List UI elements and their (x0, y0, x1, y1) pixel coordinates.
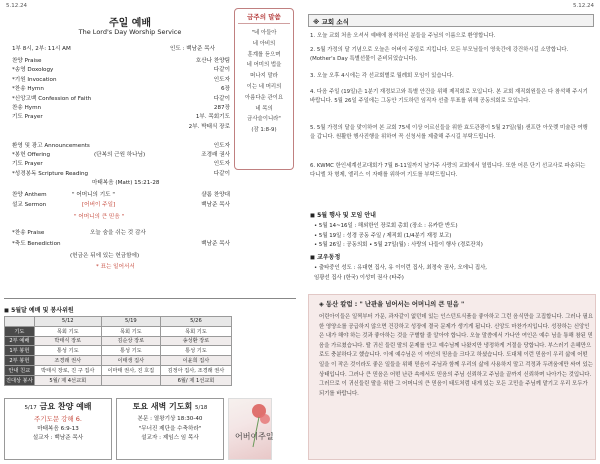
flower-image (228, 398, 272, 460)
flower-caption: 어버이주일 (235, 432, 273, 441)
roster-row (5, 336, 232, 346)
friday-worship-box (4, 398, 112, 460)
order-item-person: 287장 (213, 105, 230, 111)
sermon-title: " 어머니의 큰 믿음 " (74, 214, 125, 220)
roster-cell: 5월/ 제 4선교회 (34, 375, 101, 385)
roster-cell: 목회 기도 (34, 326, 101, 336)
order-item-person: 다같이 (213, 67, 230, 74)
order-item-person: 인도자 (213, 161, 230, 168)
benediction-row (12, 239, 230, 248)
roster-row (5, 356, 232, 366)
saturday-scripture: 본문 : 열왕기상 18:30-40 (137, 416, 203, 422)
roster-cell: 통성 기도 (160, 346, 231, 356)
worship-subtitle: The Lord's Day Worship Service (78, 28, 182, 36)
meditation-text: 어린아이들은 일찍부터 가문, 과자같이 없던데 있는 인스턴트식품을 좋아하고 그런 음식만을 고집합니다. 그러나 필요한 영양소를 공급하지 않으면 건강하고 성장에 결국 문제가 생기게 됩니다. 신앙도 마찬가지입니다. 성장하는 신앙인은 내가 해야 하는 것과 좋아하는 것을 구별할 줄 알아야 합니다. 오늘 말씀에서 가나안 여인은 예수 님을 통해 참된 믿음을 가르쳤습니다. 딸 귀신 들린 딸의 문제를 안고 예수님께 나왔지만 냉정하게 거절을 당합니다. 부스러기 은혜만으로도 충분하다고 했습니다. 이에 예수님은 이 여인의 믿음을 크다고 하셨습니다. 도대체 이런 믿음이 우리 삶에 어떤 일을 이 작은 것이라도 좋은 일들을 위해 믿음이 주님과 함께 우리의 삶에 사용하지 말고 걱정과 두려움에만 싸여 있는 상태입니다. 그러나 큰 믿음은 어떤 난관 속에서도 믿음의 주님 신뢰하고 주님을 끝까지 신뢰하며 나아가는 것입니다. 그러므로 이 귀신들린 딸을 위한 그 어머니의 큰 믿음이 태도처럼 내게 있는 모든 고민을 주님께 맡기고 우리 모두가 되기를 바랍니다. (319, 314, 593, 397)
friday-topic: 주기도문 강해 6. (33, 415, 82, 423)
anthem-label: 찬양 Anthem (12, 192, 47, 198)
anthem-row (12, 190, 230, 199)
closing-hymn-label: *찬송 Praise (12, 230, 45, 236)
friday-date: 5/17 (24, 405, 37, 411)
verse-line: 금사슬이니라" (247, 116, 281, 123)
order-item-person: 다같이 (213, 95, 230, 102)
meditation-title: ◈ 동산 칼럼 : " 난관을 넘어서는 어머니의 큰 믿음 " (319, 301, 465, 308)
saturday-title: 토요 새벽 기도회 (132, 402, 193, 411)
news-item: 1. 오늘 교회 처음 오셔서 예배에 참석하신 분들을 주님의 이름으로 환영합니다. (310, 33, 496, 39)
news-item: 4. 다음 주일 (19일)은 1분기 재정보고와 특별 안건을 위해 제직회로 모입니다. 본 교회 재직회원들은 다 참석해 주시기 바랍니다. 5월 26일 주일에는 그동안 기도하던 임직자 선출 투표를 위해 공동의회로 모입니다. (310, 89, 588, 105)
service-leader: 인도 : 백남준 목사 (170, 46, 216, 52)
order-item (12, 94, 230, 103)
verse-line: 이는 네 머리의 (246, 83, 282, 90)
roster-cell: 통성 기도 (101, 346, 160, 356)
scripture-reference: 마태복음 (Matt) 15:21-28 (92, 180, 160, 186)
weekly-verse-text (238, 28, 290, 136)
verse-line: (잠 1:8-9) (251, 127, 277, 134)
friday-title: 금요 찬양 예배 (39, 402, 92, 411)
order-item-person: 호산나 찬양팀 (195, 58, 230, 64)
order-item (12, 141, 230, 150)
order-item (12, 131, 230, 140)
roster-cell: 이마태 권사, 진 호집 (101, 365, 160, 375)
sermon-occasion: [어버이 주일] (82, 202, 116, 208)
roster-cell: 6월/ 제 1선교회 (160, 375, 231, 385)
event-item: • 5월 14~16일 : 해외한인 장로회 총회 (장소 : 유카탄 반도) (314, 223, 458, 229)
order-item-person: 인도자 (213, 76, 230, 83)
order-item-person: 인도자 (213, 142, 230, 149)
saturday-date: 5/18 (195, 405, 208, 411)
news-item: 2. 5월 가정의 달 기념으로 오늘은 어버이 주일로 지킵니다. 모든 부모님들이 영육간에 강건하시길 소망합니다. (Mother's Day 특별선물이 준비되었습니다). (310, 47, 569, 63)
roster-row (5, 346, 232, 356)
saturday-topic: "무너진 제단을 수축하라" (138, 425, 202, 432)
benediction-label: *축도 Benediction (12, 241, 61, 247)
roster-cell: 김정아 집사, 조경래 권사 (160, 365, 231, 375)
order-item (12, 84, 230, 93)
order-item-label: 환영 및 광고 Announcements (12, 142, 90, 149)
order-item-person: 다같이 (213, 170, 230, 177)
roster-row-label: 진대상 봉사 (5, 375, 35, 385)
friday-worship-heading (5, 399, 111, 412)
verse-line: 네 아비의 (252, 40, 276, 47)
roster-cell: 김순상 장로 (101, 336, 160, 346)
standing-note: * 표는 일어서서 (96, 264, 135, 270)
news-item: 6. KWMC 한인세계선교대회가 7월 8-11일까지 남가주 사랑의 교회에서 열립니다. 또한 어른 단기 선교사로 파송되는 다니엘 차 형제, 엘리스 이 자매를 위하여 기도를 부탁드립니다. (310, 163, 586, 179)
news-item: 5. 5월 가정의 달을 맞이하여 본 교회 75세 이상 어르신들을 위한 효도관광이 5월 27일(월) 샌프란 아웃렛 미술관 여행 을 갑니다. 원활한 행사진행을 위하여 꼭 신청서를 제출해 주시길 부탁드립니다. (310, 125, 588, 141)
anthem-title: " 어머니의 기도 " (72, 192, 115, 198)
saturday-preacher: 설교자 : 제임스 임 목사 (141, 435, 199, 441)
service-roster-table (4, 316, 232, 386)
sermon-label: 설교 Sermon (12, 202, 47, 208)
roster-cell: 목회 기도 (101, 326, 160, 336)
order-item-label: *신앙고백 Confession of Faith (12, 95, 92, 102)
order-item (12, 169, 230, 178)
bulletin-date: 5.12.24 (6, 3, 27, 9)
order-item (12, 56, 230, 65)
order-item (12, 103, 230, 112)
saturday-prayer-box (116, 398, 224, 460)
roster-cell (101, 375, 160, 385)
weekly-verse-title: 금주의 말씀 (238, 12, 290, 24)
benediction-minister: 백남준 목사 (201, 241, 230, 247)
order-item-label: *성경봉독 Scripture Reading (12, 170, 89, 177)
event-item: • 5월 19일 : 성경 공동 주일 / 제직회 (1/4분기 재정 보고) (314, 232, 452, 239)
order-item (12, 122, 230, 131)
order-item-label: 찬양 Praise (12, 58, 42, 64)
roster-row-label: 2부 예배 (5, 336, 35, 346)
roster-header-row (5, 317, 232, 327)
member-news-item: 임광선 집사 (한국) 이성미 권사 (타주) (314, 274, 404, 281)
offering-note: (헌금은 뒤에 있는 헌금함에) (70, 253, 140, 259)
sermon-preacher: 백남준 목사 (201, 202, 230, 208)
roster-row (5, 375, 232, 385)
meditation-column (308, 294, 596, 460)
order-item (12, 112, 230, 121)
order-item-label: *봉헌 Offering (12, 152, 51, 158)
saturday-prayer-heading (117, 399, 223, 412)
verse-line: 아름다운 관이요 (244, 94, 284, 101)
order-item-label: 찬송 Hymn (12, 105, 42, 111)
order-item-note: (단복의 근원 하나님) (94, 152, 146, 158)
weekly-verse-box (234, 8, 294, 170)
sermon-row (12, 200, 230, 209)
bulletin-date-right: 5.12.24 (573, 3, 594, 9)
church-news-heading: ※ 교회 소식 (308, 14, 594, 27)
order-item (12, 150, 230, 159)
roster-row (5, 365, 232, 375)
friday-scripture: 마태복음 6:9-13 (37, 425, 79, 432)
events-heading: ◼ 5월 행사 및 모임 안내 (310, 212, 376, 219)
carnation-illustration (229, 399, 273, 461)
order-item-person: 1부. 목회기도 (195, 114, 230, 121)
roster-cell: 박태식 장로, 진 구 집사 (34, 365, 101, 375)
verse-line: "네 아들아 (251, 30, 277, 36)
verse-line: 훈계를 듣으며 (247, 51, 281, 58)
service-time: 1부 8시, 2부: 11시 AM (12, 46, 71, 52)
roster-cell: 목회 기도 (160, 326, 231, 336)
roster-title: ◼ 5월달 예배 및 봉사위원 (4, 307, 74, 314)
roster-cell: 이태생 집사 (101, 356, 160, 366)
order-item-person: 6장 (221, 86, 230, 93)
verse-line: 네 목의 (255, 105, 273, 112)
roster-cell: 송성환 장로 (160, 336, 231, 346)
order-item (12, 65, 230, 74)
order-item-label: *기원 Invocation (12, 76, 57, 83)
roster-header-cell: 5/26 (160, 317, 231, 327)
friday-preacher: 설교자 : 백남준 목사 (32, 435, 84, 441)
roster-cell: 통성 기도 (34, 346, 101, 356)
closing-hymn-row (12, 228, 230, 237)
order-item-label: 기도 Prayer (12, 114, 43, 121)
member-news-heading: ◼ 교우동정 (310, 254, 341, 261)
closing-hymn-title: 오늘 숨을 쉬는 것 감사 (90, 230, 146, 236)
order-item (12, 159, 230, 168)
order-item-person: 조경래 권사 (201, 152, 230, 158)
order-item-label: *송영 Doxology (12, 67, 54, 74)
worship-title: 주일 예배 (108, 18, 152, 29)
order-item-label: *찬송 Hymn (12, 86, 44, 93)
event-item: • 5월 26일 : 공동의회 • 5월 27일(월) : 사랑의 나들이 행사 (경로잔치) (314, 242, 483, 248)
roster-row-label: 안내 친교 (5, 365, 35, 375)
divider (4, 298, 296, 299)
member-news-item: • 출타중인 성도 : 유대현 집사, 유 이이런 집사, 최정숙 권사, 오에니 집사, (314, 265, 488, 271)
roster-row-label: 2부 봉헌 (5, 356, 35, 366)
right-page (302, 0, 600, 464)
roster-header-cell: 5/19 (101, 317, 160, 327)
order-item-person: 2부. 박태식 장로 (188, 123, 230, 130)
roster-header-cell (5, 317, 35, 327)
roster-row (5, 326, 232, 336)
roster-cell: 이윤희 집사 (160, 356, 231, 366)
roster-header-cell: 5/12 (34, 317, 101, 327)
roster-cell: 박태식 장로 (34, 336, 101, 346)
verse-line: 네 어미의 법을 (246, 62, 282, 69)
news-item: 3. 오늘 오후 4시에는 각 선교회별로 월례회 모임이 있습니다. (310, 73, 454, 79)
roster-row-label: 1부 봉헌 (5, 346, 35, 356)
anthem-performer: 샬롬 찬양대 (201, 192, 230, 198)
order-item (12, 75, 230, 84)
order-item-label: 기도 Prayer (12, 161, 43, 168)
roster-row-label: 기도 (5, 326, 35, 336)
verse-line: 떠나지 말라 (250, 73, 278, 80)
roster-cell: 조경래 권사 (34, 356, 101, 366)
